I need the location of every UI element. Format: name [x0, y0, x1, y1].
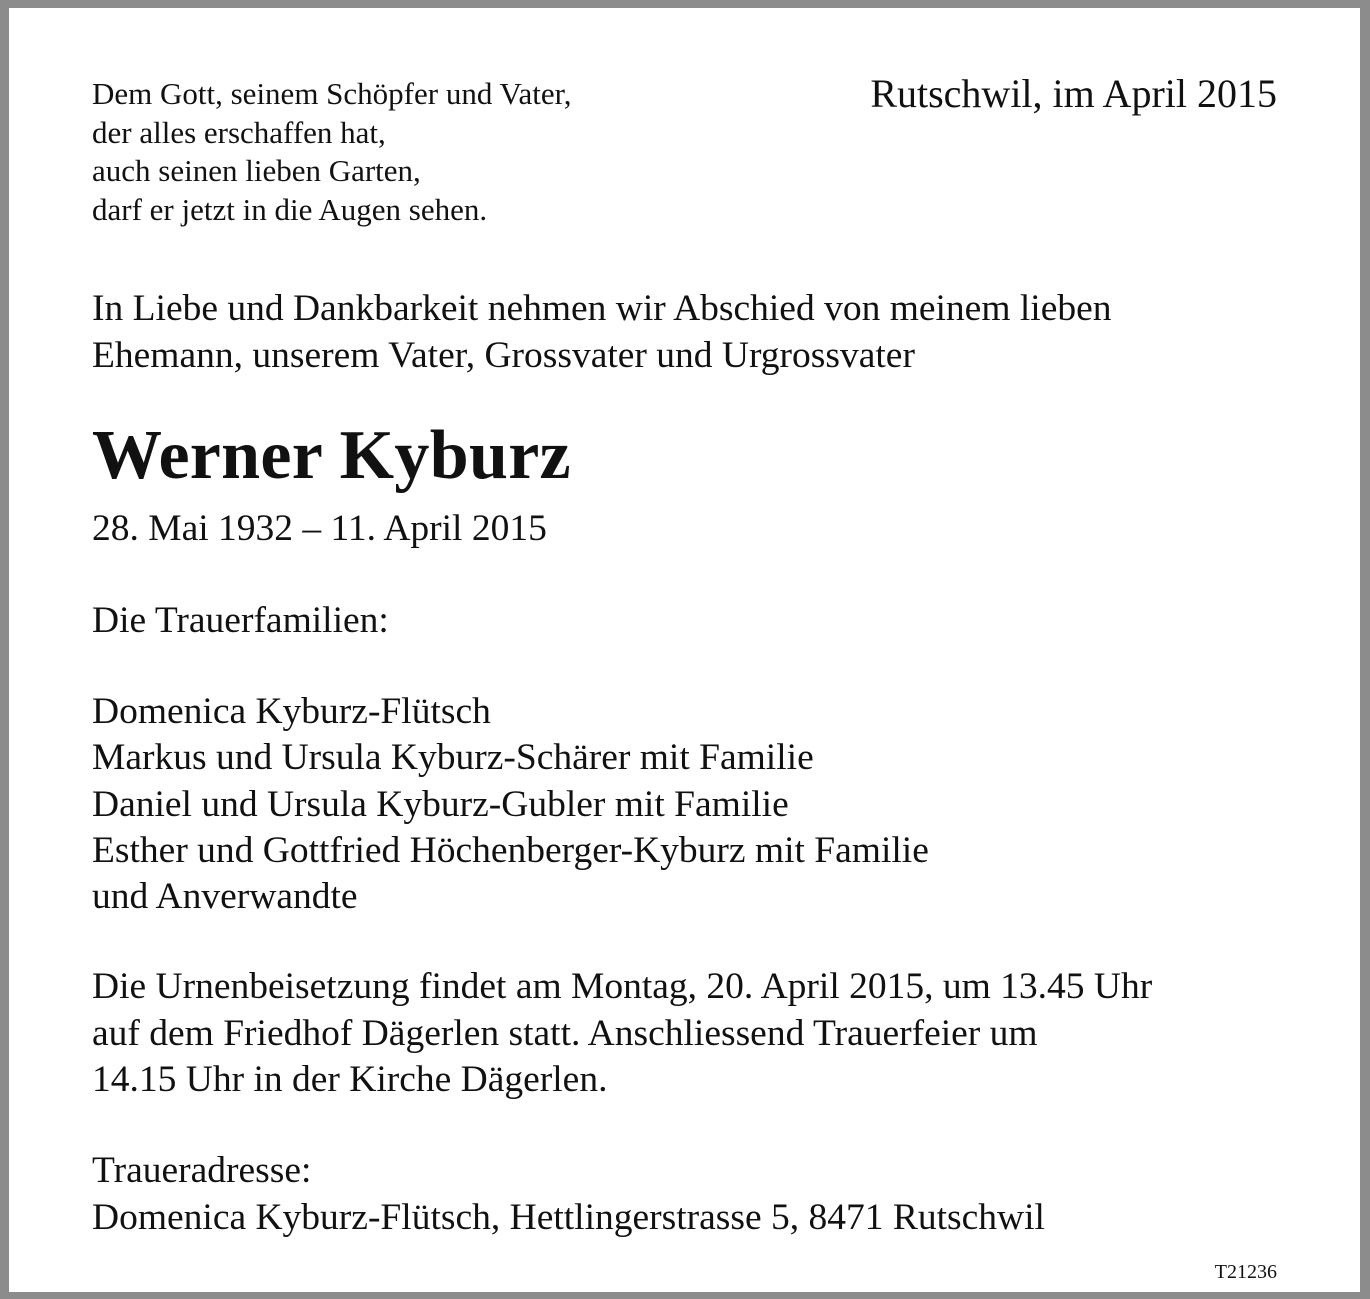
- address-label: Traueradresse:: [92, 1150, 312, 1191]
- funeral-line: 14.15 Uhr in der Kirche Dägerlen.: [92, 1059, 608, 1100]
- intro-text: [92, 286, 1112, 379]
- deceased-name: Werner Kyburz: [92, 417, 571, 494]
- funeral-line: auf dem Friedhof Dägerlen statt. Anschliessend Trauerfeier um: [92, 1012, 1038, 1054]
- motto-verse: [92, 75, 571, 230]
- family-heading: Die Trauerfamilien:: [92, 600, 389, 641]
- family-list: [92, 689, 929, 920]
- motto-line: auch seinen lieben Garten,: [92, 153, 421, 189]
- life-dates: 28. Mai 1932 – 11. April 2015: [92, 508, 547, 549]
- intro-line: In Liebe und Dankbarkeit nehmen wir Abschied von meinem lieben: [92, 288, 1112, 329]
- mourning-address: [92, 1148, 1045, 1241]
- ad-code: T21236: [1214, 1261, 1277, 1283]
- funeral-details: [92, 964, 1152, 1104]
- family-member: und Anverwandte: [92, 876, 358, 918]
- family-member: Markus und Ursula Kyburz-Schärer mit Familie: [92, 737, 814, 779]
- motto-line: Dem Gott, seinem Schöpfer und Vater,: [92, 76, 572, 111]
- motto-line: darf er jetzt in die Augen sehen.: [92, 192, 488, 228]
- family-member: Daniel und Ursula Kyburz-Gubler mit Familie: [92, 783, 789, 825]
- motto-line: der alles erschaffen hat,: [92, 114, 386, 150]
- family-member: Esther und Gottfried Höchenberger-Kyburz mit Familie: [92, 829, 929, 871]
- funeral-line: Die Urnenbeisetzung findet am Montag, 20. April 2015, um 13.45 Uhr: [92, 966, 1153, 1007]
- address-value: Domenica Kyburz-Flütsch, Hettlingerstrasse 5, 8471 Rutschwil: [92, 1196, 1045, 1238]
- intro-line: Ehemann, unserem Vater, Grossvater und Urgrossvater: [92, 334, 915, 376]
- place-date: Rutschwil, im April 2015: [870, 71, 1277, 116]
- family-member: Domenica Kyburz-Flütsch: [92, 691, 491, 732]
